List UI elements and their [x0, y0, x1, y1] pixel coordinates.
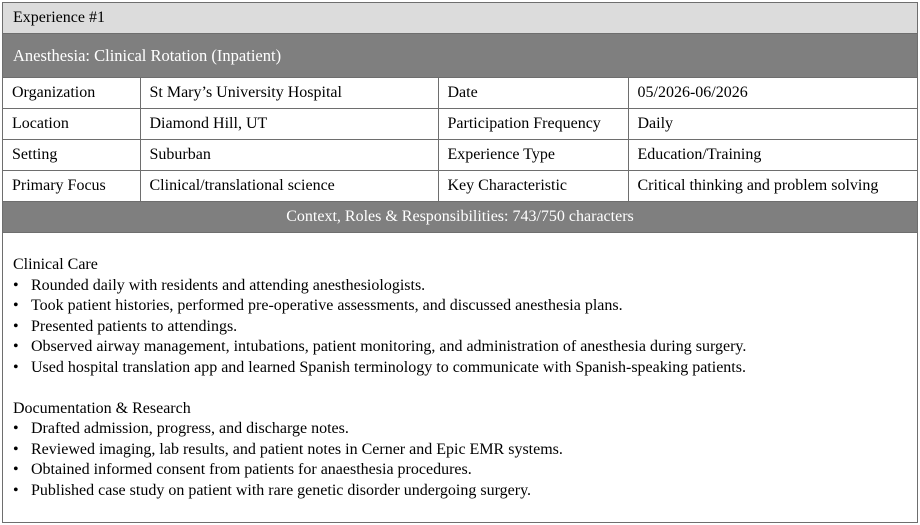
- list-item-text: Reviewed imaging, lab results, and patient notes in Cerner and Epic EMR systems.: [31, 440, 563, 458]
- participation-frequency-label: Participation Frequency: [438, 109, 628, 140]
- list-item: [13, 440, 907, 461]
- location-value: Diamond Hill, UT: [140, 109, 438, 140]
- key-characteristic-label: Key Characteristic: [438, 171, 628, 202]
- experience-type-value: Education/Training: [628, 140, 917, 171]
- experience-details-table: [3, 78, 917, 202]
- experience-title: Anesthesia: Clinical Rotation (Inpatient): [3, 34, 917, 78]
- primary-focus-value: Clinical/translational science: [140, 171, 438, 202]
- key-characteristic-value: Critical thinking and problem solving: [628, 171, 917, 202]
- bullet-icon: •: [13, 461, 19, 478]
- list-item: [13, 276, 907, 297]
- list-item-text: Published case study on patient with rare genetic disorder undergoing surgery.: [31, 481, 532, 499]
- section-heading-clinical-care: Clinical Care: [13, 256, 98, 273]
- experience-card: [2, 2, 918, 523]
- table-row: [3, 140, 917, 171]
- bullet-icon: •: [13, 276, 19, 294]
- list-item: [13, 419, 907, 440]
- list-item-text: Observed airway management, intubations, patient monitoring, and administration of anesthesia during surgery.: [31, 338, 747, 355]
- experience-type-label: Experience Type: [438, 140, 628, 171]
- setting-label: Setting: [3, 140, 140, 171]
- organization-label: Organization: [3, 78, 140, 109]
- bullet-icon: •: [13, 440, 19, 458]
- bullet-icon: •: [13, 338, 19, 355]
- table-row: [3, 109, 917, 140]
- list-item-text: Rounded daily with residents and attending anesthesiologists.: [31, 276, 426, 294]
- bullet-icon: •: [13, 420, 19, 437]
- context-description: [3, 233, 917, 501]
- experience-number: Experience #1: [3, 3, 917, 34]
- participation-frequency-value: Daily: [628, 109, 917, 140]
- list-item-text: Obtained informed consent from patients for anaesthesia procedures.: [31, 461, 472, 478]
- bullet-icon: •: [13, 358, 19, 376]
- bullet-icon: •: [13, 297, 19, 314]
- organization-value: St Mary’s University Hospital: [140, 78, 438, 109]
- list-item: [13, 358, 907, 379]
- list-item: [13, 337, 907, 358]
- list-item: [13, 296, 907, 317]
- table-row: [3, 171, 917, 202]
- date-label: Date: [438, 78, 628, 109]
- clinical-care-list: [13, 276, 907, 379]
- date-value: 05/2026-06/2026: [628, 78, 917, 109]
- list-item-text: Took patient histories, performed pre-operative assessments, and discussed anesthesia plans.: [31, 297, 623, 314]
- location-label: Location: [3, 109, 140, 140]
- list-item: [13, 460, 907, 481]
- list-item-text: Drafted admission, progress, and discharge notes.: [31, 420, 349, 437]
- section-spacer: [13, 378, 907, 399]
- primary-focus-label: Primary Focus: [3, 171, 140, 202]
- setting-value: Suburban: [140, 140, 438, 171]
- table-row: [3, 78, 917, 109]
- context-header: Context, Roles & Responsibilities: 743/750 characters: [3, 202, 917, 233]
- list-item: [13, 317, 907, 338]
- list-item-text: Used hospital translation app and learned Spanish terminology to communicate with Spanish-speaking patients.: [31, 358, 746, 376]
- list-item-text: Presented patients to attendings.: [31, 317, 238, 335]
- bullet-icon: •: [13, 481, 19, 499]
- bullet-icon: •: [13, 317, 19, 335]
- documentation-research-list: [13, 419, 907, 501]
- list-item: [13, 481, 907, 502]
- section-heading-documentation-research: Documentation & Research: [13, 399, 191, 417]
